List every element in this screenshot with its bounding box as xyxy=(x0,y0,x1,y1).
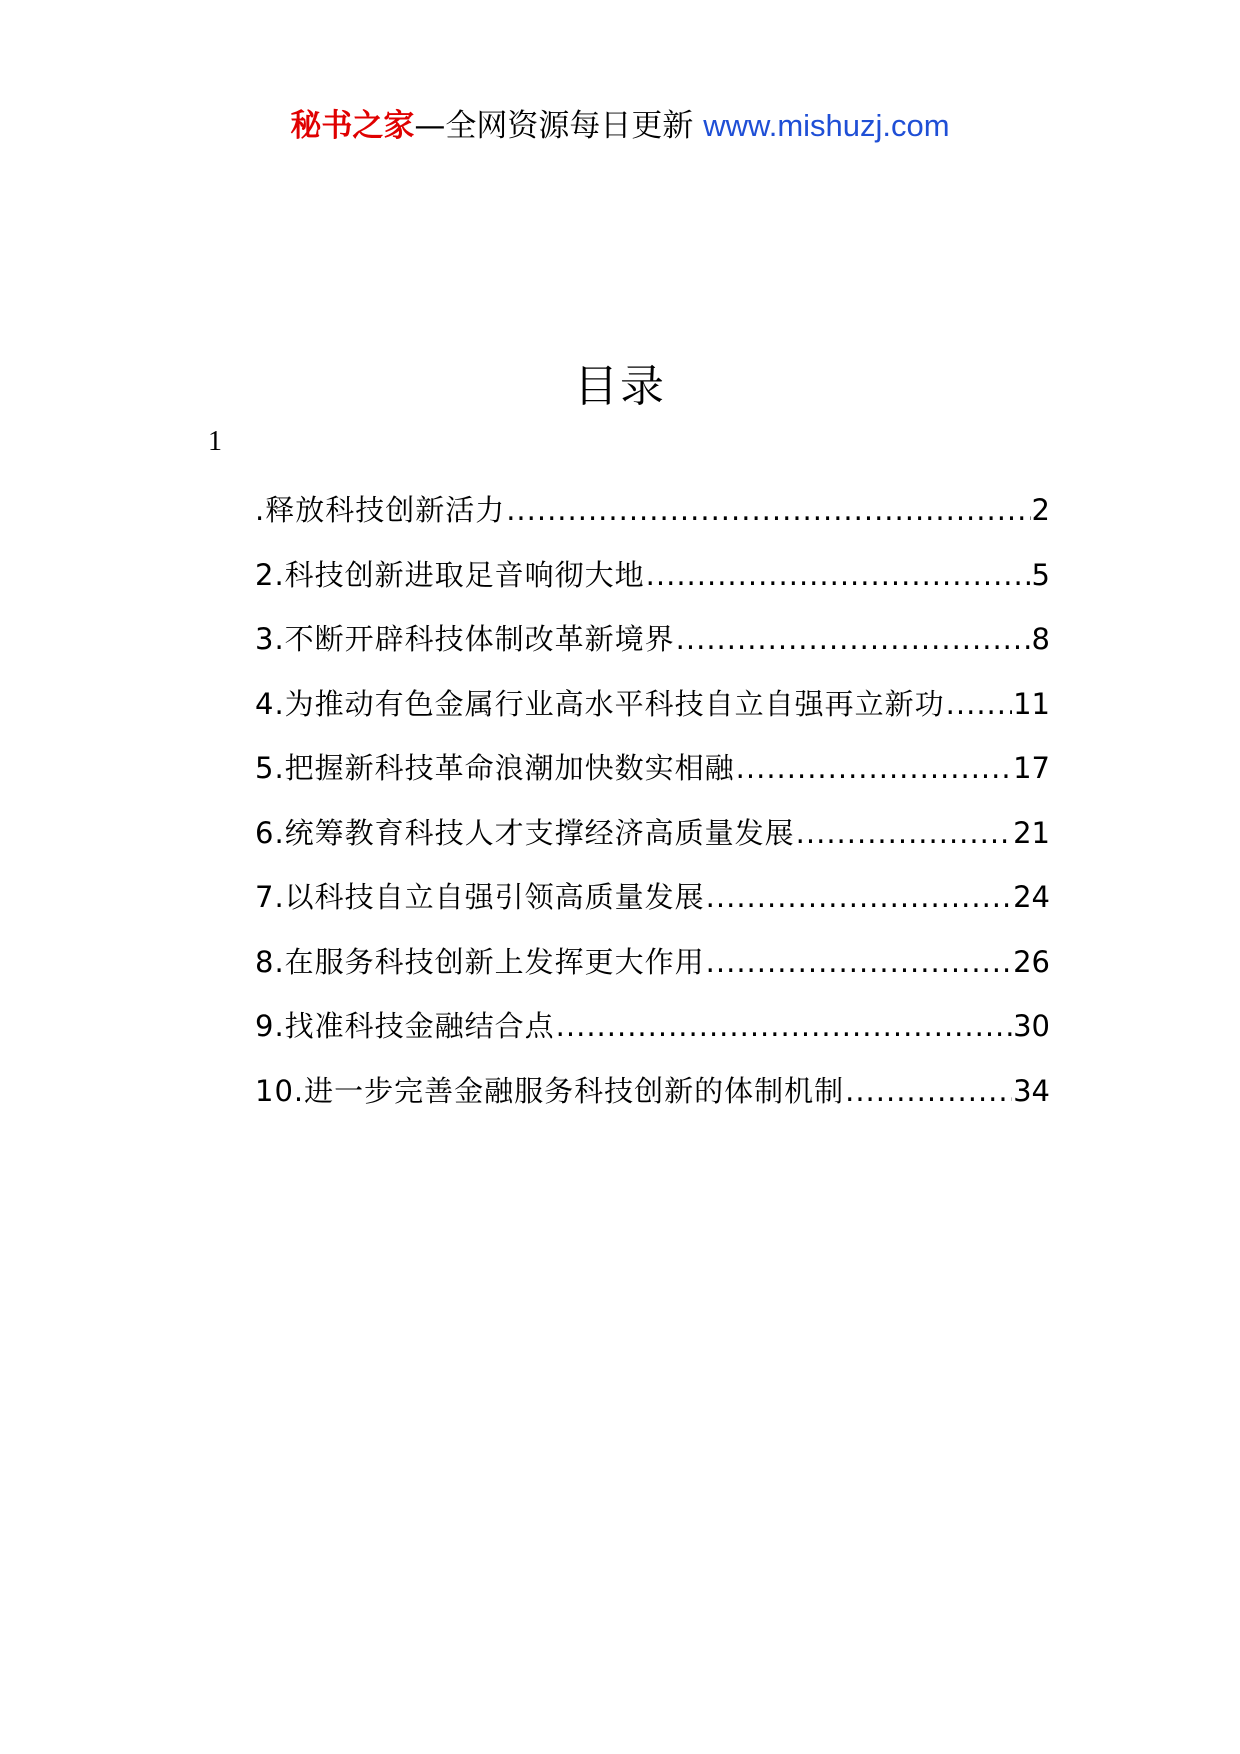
site-url-link[interactable]: www.mishuzj.com xyxy=(703,108,950,143)
toc-entry-page: 30 xyxy=(1013,1009,1050,1043)
dot-leader xyxy=(646,558,1031,592)
dot-leader xyxy=(736,751,1012,785)
toc-entry-page: 11 xyxy=(1013,686,1050,721)
dot-leader xyxy=(506,493,1030,527)
toc-entry-title: 3.不断开辟科技体制改革新境界 xyxy=(255,622,675,656)
toc-entry-7[interactable] xyxy=(255,875,1050,940)
toc-title: 目录 xyxy=(574,361,666,412)
toc-entry-3[interactable] xyxy=(255,617,1050,682)
toc-entry-title: 5.把握新科技革命浪潮加快数实相融 xyxy=(255,751,735,785)
toc-entry-9[interactable] xyxy=(255,1004,1050,1069)
toc-entry-8[interactable] xyxy=(255,940,1050,1005)
toc-entry-page: 34 xyxy=(1013,1073,1050,1108)
toc-entry-title: 9.找准科技金融结合点 xyxy=(255,1009,555,1043)
toc-entry-title: 2.科技创新进取足音响彻大地 xyxy=(255,557,645,592)
toc-entry-title: 8.在服务科技创新上发挥更大作用 xyxy=(255,944,705,979)
dot-leader xyxy=(706,880,1012,914)
toc-entry-page: 5 xyxy=(1031,557,1050,592)
toc-entry-page: 17 xyxy=(1013,751,1050,785)
table-of-contents xyxy=(255,488,1050,1133)
dot-leader xyxy=(706,945,1012,979)
site-header xyxy=(0,100,1240,145)
toc-entry-1[interactable] xyxy=(255,488,1050,553)
toc-entry-title: 7.以科技自立自强引领高质量发展 xyxy=(255,880,705,914)
toc-entry-title: 10.进一步完善金融服务科技创新的体制机制 xyxy=(255,1073,845,1108)
section-number: 1 xyxy=(208,426,222,457)
toc-entry-page: 8 xyxy=(1031,622,1050,656)
toc-entry-title: 4.为推动有色金属行业高水平科技自立自强再立新功 xyxy=(255,686,945,721)
toc-entry-6[interactable] xyxy=(255,811,1050,876)
toc-entry-5[interactable] xyxy=(255,746,1050,811)
toc-entry-title: 6.统筹教育科技人才支撑经济高质量发展 xyxy=(255,815,795,850)
dot-leader xyxy=(845,1074,1012,1108)
toc-entry-10[interactable] xyxy=(255,1069,1050,1134)
toc-entry-page: 21 xyxy=(1013,815,1050,850)
dot-leader xyxy=(676,622,1031,656)
dot-leader xyxy=(946,687,1012,721)
dot-leader xyxy=(556,1009,1012,1043)
toc-entry-2[interactable] xyxy=(255,553,1050,618)
site-brand: 秘书之家 xyxy=(290,108,415,144)
toc-entry-title: .释放科技创新活力 xyxy=(255,493,506,527)
toc-entry-page: 24 xyxy=(1013,880,1050,914)
site-slogan: —全网资源每日更新 xyxy=(414,108,694,144)
toc-entry-page: 2 xyxy=(1031,493,1050,527)
toc-entry-4[interactable] xyxy=(255,682,1050,747)
dot-leader xyxy=(796,816,1012,850)
toc-entry-page: 26 xyxy=(1013,944,1050,979)
